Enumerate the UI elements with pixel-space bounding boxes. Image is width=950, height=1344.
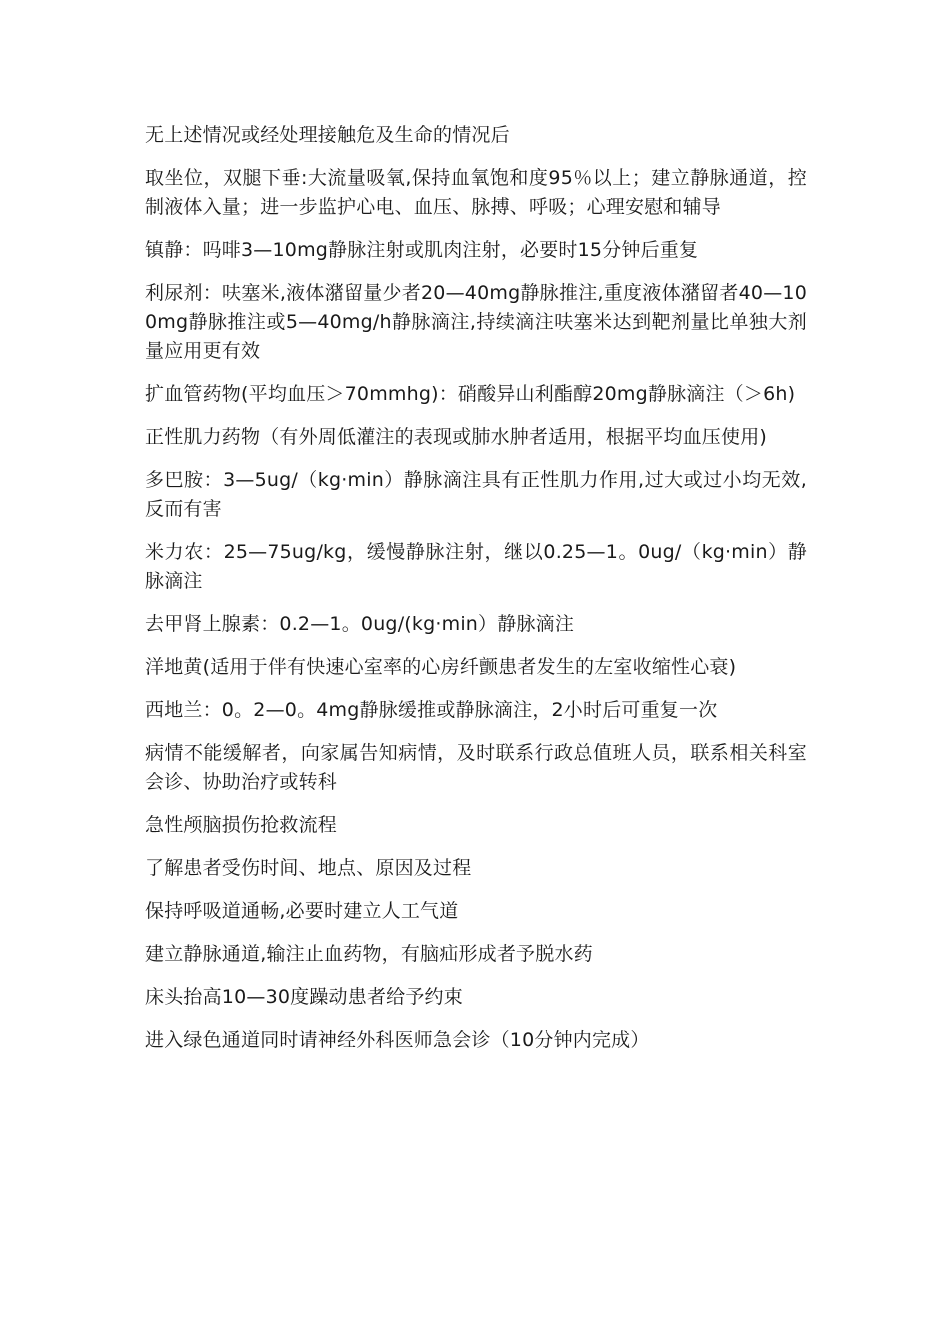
paragraph-15: 保持呼吸道通畅,必要时建立人工气道	[145, 900, 459, 922]
paragraph-12: 病情不能缓解者，向家属告知病情，及时联系行政总值班人员，联系相关科室会诊、协助治疗或转科	[145, 742, 807, 793]
paragraph-4: 利尿剂：呋塞米,液体潴留量少者20—40mg静脉推注,重度液体潴留者40—100mg静脉推注或5—40mg/h静脉滴注,持续滴注呋塞米达到靶剂量比单独大剂量应用更有效	[145, 282, 807, 362]
paragraph-1: 无上述情况或经处理接触危及生命的情况后	[145, 124, 510, 146]
paragraph-2: 取坐位，双腿下垂:大流量吸氧,保持血氧饱和度95％以上；建立静脉通道，控制液体入量；进一步监护心电、血压、脉搏、呼吸；心理安慰和辅导	[145, 167, 807, 218]
paragraph-6: 正性肌力药物（有外周低灌注的表现或肺水肿者适用，根据平均血压使用)	[145, 426, 768, 448]
paragraph-8: 米力农：25—75ug/kg，缓慢静脉注射，继以0.25—1。0ug/（kg·min）静脉滴注	[145, 541, 807, 592]
document-body	[145, 121, 807, 1069]
paragraph-18: 进入绿色通道同时请神经外科医师急会诊（10分钟内完成）	[145, 1029, 650, 1051]
paragraph-5: 扩血管药物(平均血压＞70mmhg)：硝酸异山利酯醇20mg静脉滴注（＞6h)	[145, 383, 796, 405]
paragraph-9: 去甲肾上腺素：0.2—1。0ug/(kg·min）静脉滴注	[145, 613, 575, 635]
paragraph-11: 西地兰：0。2—0。4mg静脉缓推或静脉滴注，2小时后可重复一次	[145, 699, 718, 721]
section-heading: 急性颅脑损伤抢救流程	[145, 814, 338, 836]
paragraph-10: 洋地黄(适用于伴有快速心室率的心房纤颤患者发生的左室收缩性心衰)	[145, 656, 737, 678]
paragraph-3: 镇静：吗啡3—10mg静脉注射或肌肉注射，必要时15分钟后重复	[145, 239, 699, 261]
paragraph-14: 了解患者受伤时间、地点、原因及过程	[145, 857, 472, 879]
paragraph-7: 多巴胺：3—5ug/（kg·min）静脉滴注具有正性肌力作用,过大或过小均无效,反而有害	[145, 469, 807, 520]
paragraph-17: 床头抬高10—30度躁动患者给予约束	[145, 986, 463, 1008]
paragraph-16: 建立静脉通道,输注止血药物，有脑疝形成者予脱水药	[145, 943, 593, 965]
